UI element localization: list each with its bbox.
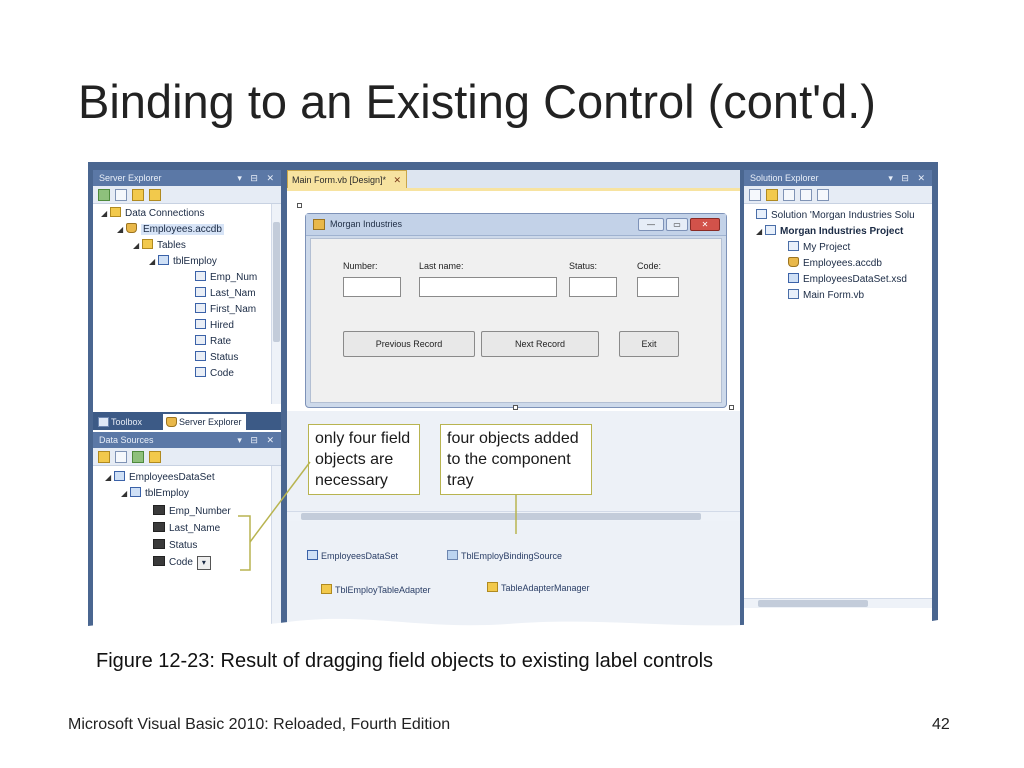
- designer-hscrollbar[interactable]: [287, 511, 740, 521]
- configure-icon[interactable]: [132, 451, 144, 463]
- properties-icon[interactable]: [749, 189, 761, 201]
- previous-record-button[interactable]: Previous Record: [343, 331, 475, 357]
- database-icon: [788, 257, 799, 267]
- explorer-tabbar: [93, 412, 281, 430]
- resize-handle[interactable]: [513, 405, 518, 410]
- torn-edge: [88, 610, 938, 636]
- data-field-icon: [153, 505, 165, 515]
- tree-item-dataset-xsd[interactable]: EmployeesDataSet.xsd: [788, 272, 907, 288]
- tree-item-my-project[interactable]: My Project: [788, 240, 850, 256]
- server-explorer-title: Server Explorer ▾ ⊟ ✕: [93, 170, 281, 186]
- last-name-box[interactable]: [419, 277, 557, 297]
- form-designer: [287, 170, 740, 632]
- tree-item-employees-dataset[interactable]: ◢ EmployeesDataSet: [105, 472, 215, 483]
- stop-icon[interactable]: [115, 189, 127, 201]
- callout-component-tray: four objects added to the component tray: [440, 424, 592, 495]
- tree-item-field[interactable]: Rate: [195, 334, 231, 350]
- last-name-label[interactable]: Last name:: [419, 261, 464, 271]
- tree-item-main-form[interactable]: Main Form.vb: [788, 288, 864, 304]
- data-sources-title: Data Sources ▾ ⊟ ✕: [93, 432, 281, 448]
- my-project-icon: [788, 241, 799, 251]
- page-number: 42: [932, 716, 950, 733]
- tree-item-solution[interactable]: Solution 'Morgan Industries Solu: [756, 208, 915, 224]
- connect-database-icon[interactable]: [132, 189, 144, 201]
- edit-dataset-icon[interactable]: [115, 451, 127, 463]
- solution-explorer-hscrollbar[interactable]: [744, 598, 932, 608]
- tab-main-form-design[interactable]: Main Form.vb [Design]* ✕: [287, 170, 407, 188]
- field-icon: [195, 271, 206, 281]
- tree-item-data-connections[interactable]: ◢ Data Connections: [101, 208, 205, 219]
- close-button[interactable]: ✕: [690, 218, 720, 231]
- field-icon: [195, 287, 206, 297]
- panel-controls[interactable]: ▾ ⊟ ✕: [237, 173, 277, 183]
- number-label[interactable]: Number:: [343, 261, 378, 271]
- minimize-button[interactable]: —: [638, 218, 664, 231]
- form-titlebar: [306, 214, 726, 236]
- tree-item-field[interactable]: Code: [195, 366, 234, 382]
- solution-explorer-toolbar: [744, 186, 932, 204]
- field-icon: [195, 319, 206, 329]
- tree-item-data-field[interactable]: Status: [153, 538, 197, 554]
- view-designer-icon[interactable]: [817, 189, 829, 201]
- view-code-icon[interactable]: [800, 189, 812, 201]
- refresh-icon[interactable]: [98, 189, 110, 201]
- exit-button[interactable]: Exit: [619, 331, 679, 357]
- tree-item-field[interactable]: Status: [195, 350, 238, 366]
- field-icon: [195, 335, 206, 345]
- close-icon[interactable]: ✕: [393, 175, 402, 185]
- tab-toolbox[interactable]: Toolbox: [95, 414, 146, 430]
- database-icon: [126, 223, 137, 233]
- code-box[interactable]: [637, 277, 679, 297]
- xsd-icon: [788, 273, 799, 283]
- toolbox-icon: [98, 417, 109, 427]
- folder-icon: [142, 239, 153, 249]
- data-sources-toolbar: [93, 448, 281, 466]
- data-field-icon: [153, 539, 165, 549]
- field-dropdown[interactable]: ▾: [197, 556, 211, 570]
- tree-item-project[interactable]: ◢ Morgan Industries Project: [756, 226, 904, 237]
- show-all-files-icon[interactable]: [766, 189, 778, 201]
- tree-item-tables[interactable]: ◢ Tables: [133, 240, 186, 251]
- solution-explorer-title: Solution Explorer ▾ ⊟ ✕: [744, 170, 932, 186]
- data-sources-panel: [93, 432, 281, 632]
- tree-item-tblemploy[interactable]: ◢ tblEmploy: [149, 256, 217, 267]
- server-explorer-panel: [93, 170, 281, 432]
- callout-four-field-objects: only four field objects are necessary: [308, 424, 420, 495]
- field-icon: [195, 367, 206, 377]
- solution-explorer-panel: [744, 170, 932, 632]
- tab-server-explorer[interactable]: Server Explorer: [163, 414, 246, 430]
- tree-item-field[interactable]: Last_Nam: [195, 286, 256, 302]
- dataset-icon: [114, 471, 125, 481]
- tree-item-data-field[interactable]: Last_Name: [153, 521, 220, 537]
- form-icon: [313, 219, 325, 230]
- table-adapter-icon: [321, 584, 332, 594]
- binding-source-icon: [447, 550, 458, 560]
- panel-controls[interactable]: ▾ ⊟ ✕: [237, 435, 277, 445]
- morgan-industries-form[interactable]: [305, 213, 727, 408]
- add-data-source-icon[interactable]: [98, 451, 110, 463]
- folder-icon: [110, 207, 121, 217]
- tray-item-employees-dataset[interactable]: EmployeesDataSet: [307, 550, 398, 561]
- connect-server-icon[interactable]: [149, 189, 161, 201]
- field-icon: [195, 303, 206, 313]
- tree-item-tblemploy[interactable]: ◢ tblEmploy: [121, 488, 189, 499]
- adapter-manager-icon: [487, 582, 498, 592]
- data-field-icon: [153, 556, 165, 566]
- project-icon: [765, 225, 776, 235]
- dataset-icon: [307, 550, 318, 560]
- resize-handle[interactable]: [297, 203, 302, 208]
- footer-book-title: Microsoft Visual Basic 2010: Reloaded, Fourth Edition: [68, 716, 451, 733]
- server-icon: [166, 417, 177, 427]
- form-title: Morgan Industries: [330, 219, 403, 229]
- server-explorer-scrollbar[interactable]: [271, 204, 281, 404]
- table-icon: [130, 487, 141, 497]
- figure-screenshot: [88, 162, 938, 636]
- tree-item-field[interactable]: Hired: [195, 318, 234, 334]
- tree-item-employees-accdb[interactable]: ◢ Employees.accdb: [117, 224, 222, 235]
- figure-caption: Figure 12-23: Result of dragging field objects to existing label controls: [96, 650, 714, 672]
- table-icon: [158, 255, 169, 265]
- resize-handle[interactable]: [729, 405, 734, 410]
- server-explorer-toolbar: [93, 186, 281, 204]
- tree-item-field[interactable]: First_Nam: [195, 302, 256, 318]
- refresh-icon[interactable]: [783, 189, 795, 201]
- design-surface[interactable]: [287, 191, 740, 411]
- refresh-icon[interactable]: [149, 451, 161, 463]
- code-label[interactable]: Code:: [637, 261, 662, 271]
- status-box[interactable]: [569, 277, 617, 297]
- tray-item-binding-source[interactable]: TblEmployBindingSource: [447, 550, 562, 561]
- form-client-area: [310, 238, 722, 403]
- number-box[interactable]: [343, 277, 401, 297]
- form-icon: [788, 289, 799, 299]
- tree-item-field[interactable]: Emp_Num: [195, 270, 257, 286]
- slide-title: Binding to an Existing Control (cont'd.): [78, 75, 876, 128]
- solution-icon: [756, 209, 767, 219]
- data-field-icon: [153, 522, 165, 532]
- tree-item-data-field[interactable]: Emp_Number: [153, 504, 231, 520]
- field-icon: [195, 351, 206, 361]
- next-record-button[interactable]: Next Record: [481, 331, 599, 357]
- maximize-button[interactable]: ▭: [666, 218, 688, 231]
- tray-item-adapter-manager[interactable]: TableAdapterManager: [487, 582, 590, 593]
- tree-item-data-field[interactable]: Code ▾: [153, 555, 211, 571]
- tray-item-table-adapter[interactable]: TblEmployTableAdapter: [321, 584, 431, 595]
- status-label[interactable]: Status:: [569, 261, 598, 271]
- data-sources-scrollbar[interactable]: [271, 466, 281, 632]
- tree-item-employees-accdb[interactable]: Employees.accdb: [788, 256, 882, 272]
- panel-controls[interactable]: ▾ ⊟ ✕: [888, 173, 928, 183]
